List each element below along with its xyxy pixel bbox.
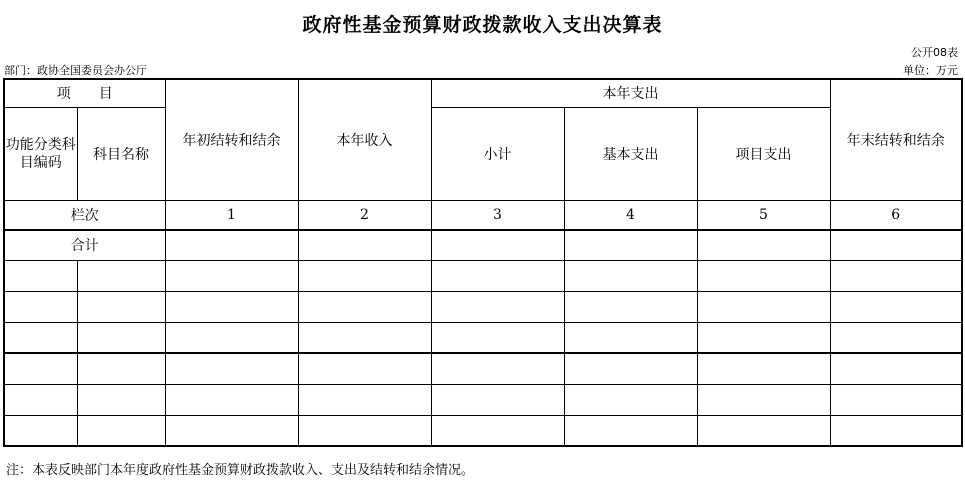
table-cell: [165, 230, 298, 260]
table-cell: [431, 384, 564, 415]
table-cell: [4, 322, 77, 353]
total-label: 合计: [4, 230, 165, 260]
header-begin-balance: 年初结转和结余: [165, 79, 298, 200]
table-cell: [77, 384, 165, 415]
table-cell: [830, 322, 962, 353]
table-cell: [298, 322, 431, 353]
table-cell: [431, 415, 564, 446]
header-income: 本年收入: [298, 79, 431, 200]
table-cell: [830, 353, 962, 384]
table-cell: [298, 230, 431, 260]
table-cell: [4, 384, 77, 415]
table-row: [4, 260, 962, 291]
table-cell: [564, 260, 697, 291]
table-cell: [298, 260, 431, 291]
table-cell: [165, 260, 298, 291]
header-end-balance: 年末结转和结余: [830, 79, 962, 200]
total-row: [4, 230, 962, 260]
table-cell: [431, 230, 564, 260]
table-cell: [298, 291, 431, 322]
table-cell: [564, 384, 697, 415]
table-cell: [830, 415, 962, 446]
form-code: 公开08表: [911, 46, 958, 59]
table-cell: [697, 384, 830, 415]
header-expenditure: 本年支出: [431, 79, 830, 107]
table-cell: [564, 291, 697, 322]
table-cell: [77, 415, 165, 446]
table-row: [4, 322, 962, 353]
table-cell: [165, 415, 298, 446]
budget-table: [3, 78, 963, 447]
department-label: 部门：政协全国委员会办公厅: [4, 64, 147, 77]
table-cell: [564, 322, 697, 353]
table-row: [4, 384, 962, 415]
header-subtotal: 小计: [431, 107, 564, 200]
table-cell: [4, 260, 77, 291]
table-cell: [830, 260, 962, 291]
table-cell: [4, 415, 77, 446]
header-basic: 基本支出: [564, 107, 697, 200]
column-index-2: 2: [298, 200, 431, 230]
table-cell: [697, 260, 830, 291]
unit-label: 单位：万元: [903, 64, 958, 77]
table-cell: [697, 353, 830, 384]
table-cell: [77, 260, 165, 291]
header-item: 项 目: [4, 79, 165, 107]
column-index-label: 栏次: [4, 200, 165, 230]
table-cell: [4, 291, 77, 322]
table-cell: [165, 291, 298, 322]
table-cell: [830, 291, 962, 322]
table-cell: [431, 260, 564, 291]
column-index-1: 1: [165, 200, 298, 230]
table-row: [4, 353, 962, 384]
table-cell: [4, 353, 77, 384]
table-row: [4, 415, 962, 446]
table-cell: [697, 322, 830, 353]
table-cell: [697, 291, 830, 322]
table-cell: [298, 415, 431, 446]
table-cell: [697, 415, 830, 446]
table-cell: [564, 353, 697, 384]
table-cell: [298, 353, 431, 384]
header-subject-name: 科目名称: [77, 107, 165, 200]
table-cell: [77, 353, 165, 384]
column-index-3: 3: [431, 200, 564, 230]
table-cell: [431, 322, 564, 353]
column-index-6: 6: [830, 200, 962, 230]
column-index-5: 5: [697, 200, 830, 230]
footnote: 注：本表反映部门本年度政府性基金预算财政拨款收入、支出及结转和结余情况。: [6, 463, 475, 478]
header-project: 项目支出: [697, 107, 830, 200]
report-title: 政府性基金预算财政拨款收入支出决算表: [302, 14, 663, 36]
header-func-code: 功能分类科目编码: [4, 107, 77, 200]
column-index-4: 4: [564, 200, 697, 230]
table-cell: [830, 384, 962, 415]
table-cell: [77, 291, 165, 322]
table-cell: [165, 384, 298, 415]
table-cell: [165, 322, 298, 353]
table-cell: [697, 230, 830, 260]
table-cell: [431, 291, 564, 322]
table-cell: [431, 353, 564, 384]
table-cell: [564, 415, 697, 446]
table-cell: [830, 230, 962, 260]
table-row: [4, 291, 962, 322]
table-cell: [564, 230, 697, 260]
table-cell: [77, 322, 165, 353]
table-cell: [298, 384, 431, 415]
table-cell: [165, 353, 298, 384]
